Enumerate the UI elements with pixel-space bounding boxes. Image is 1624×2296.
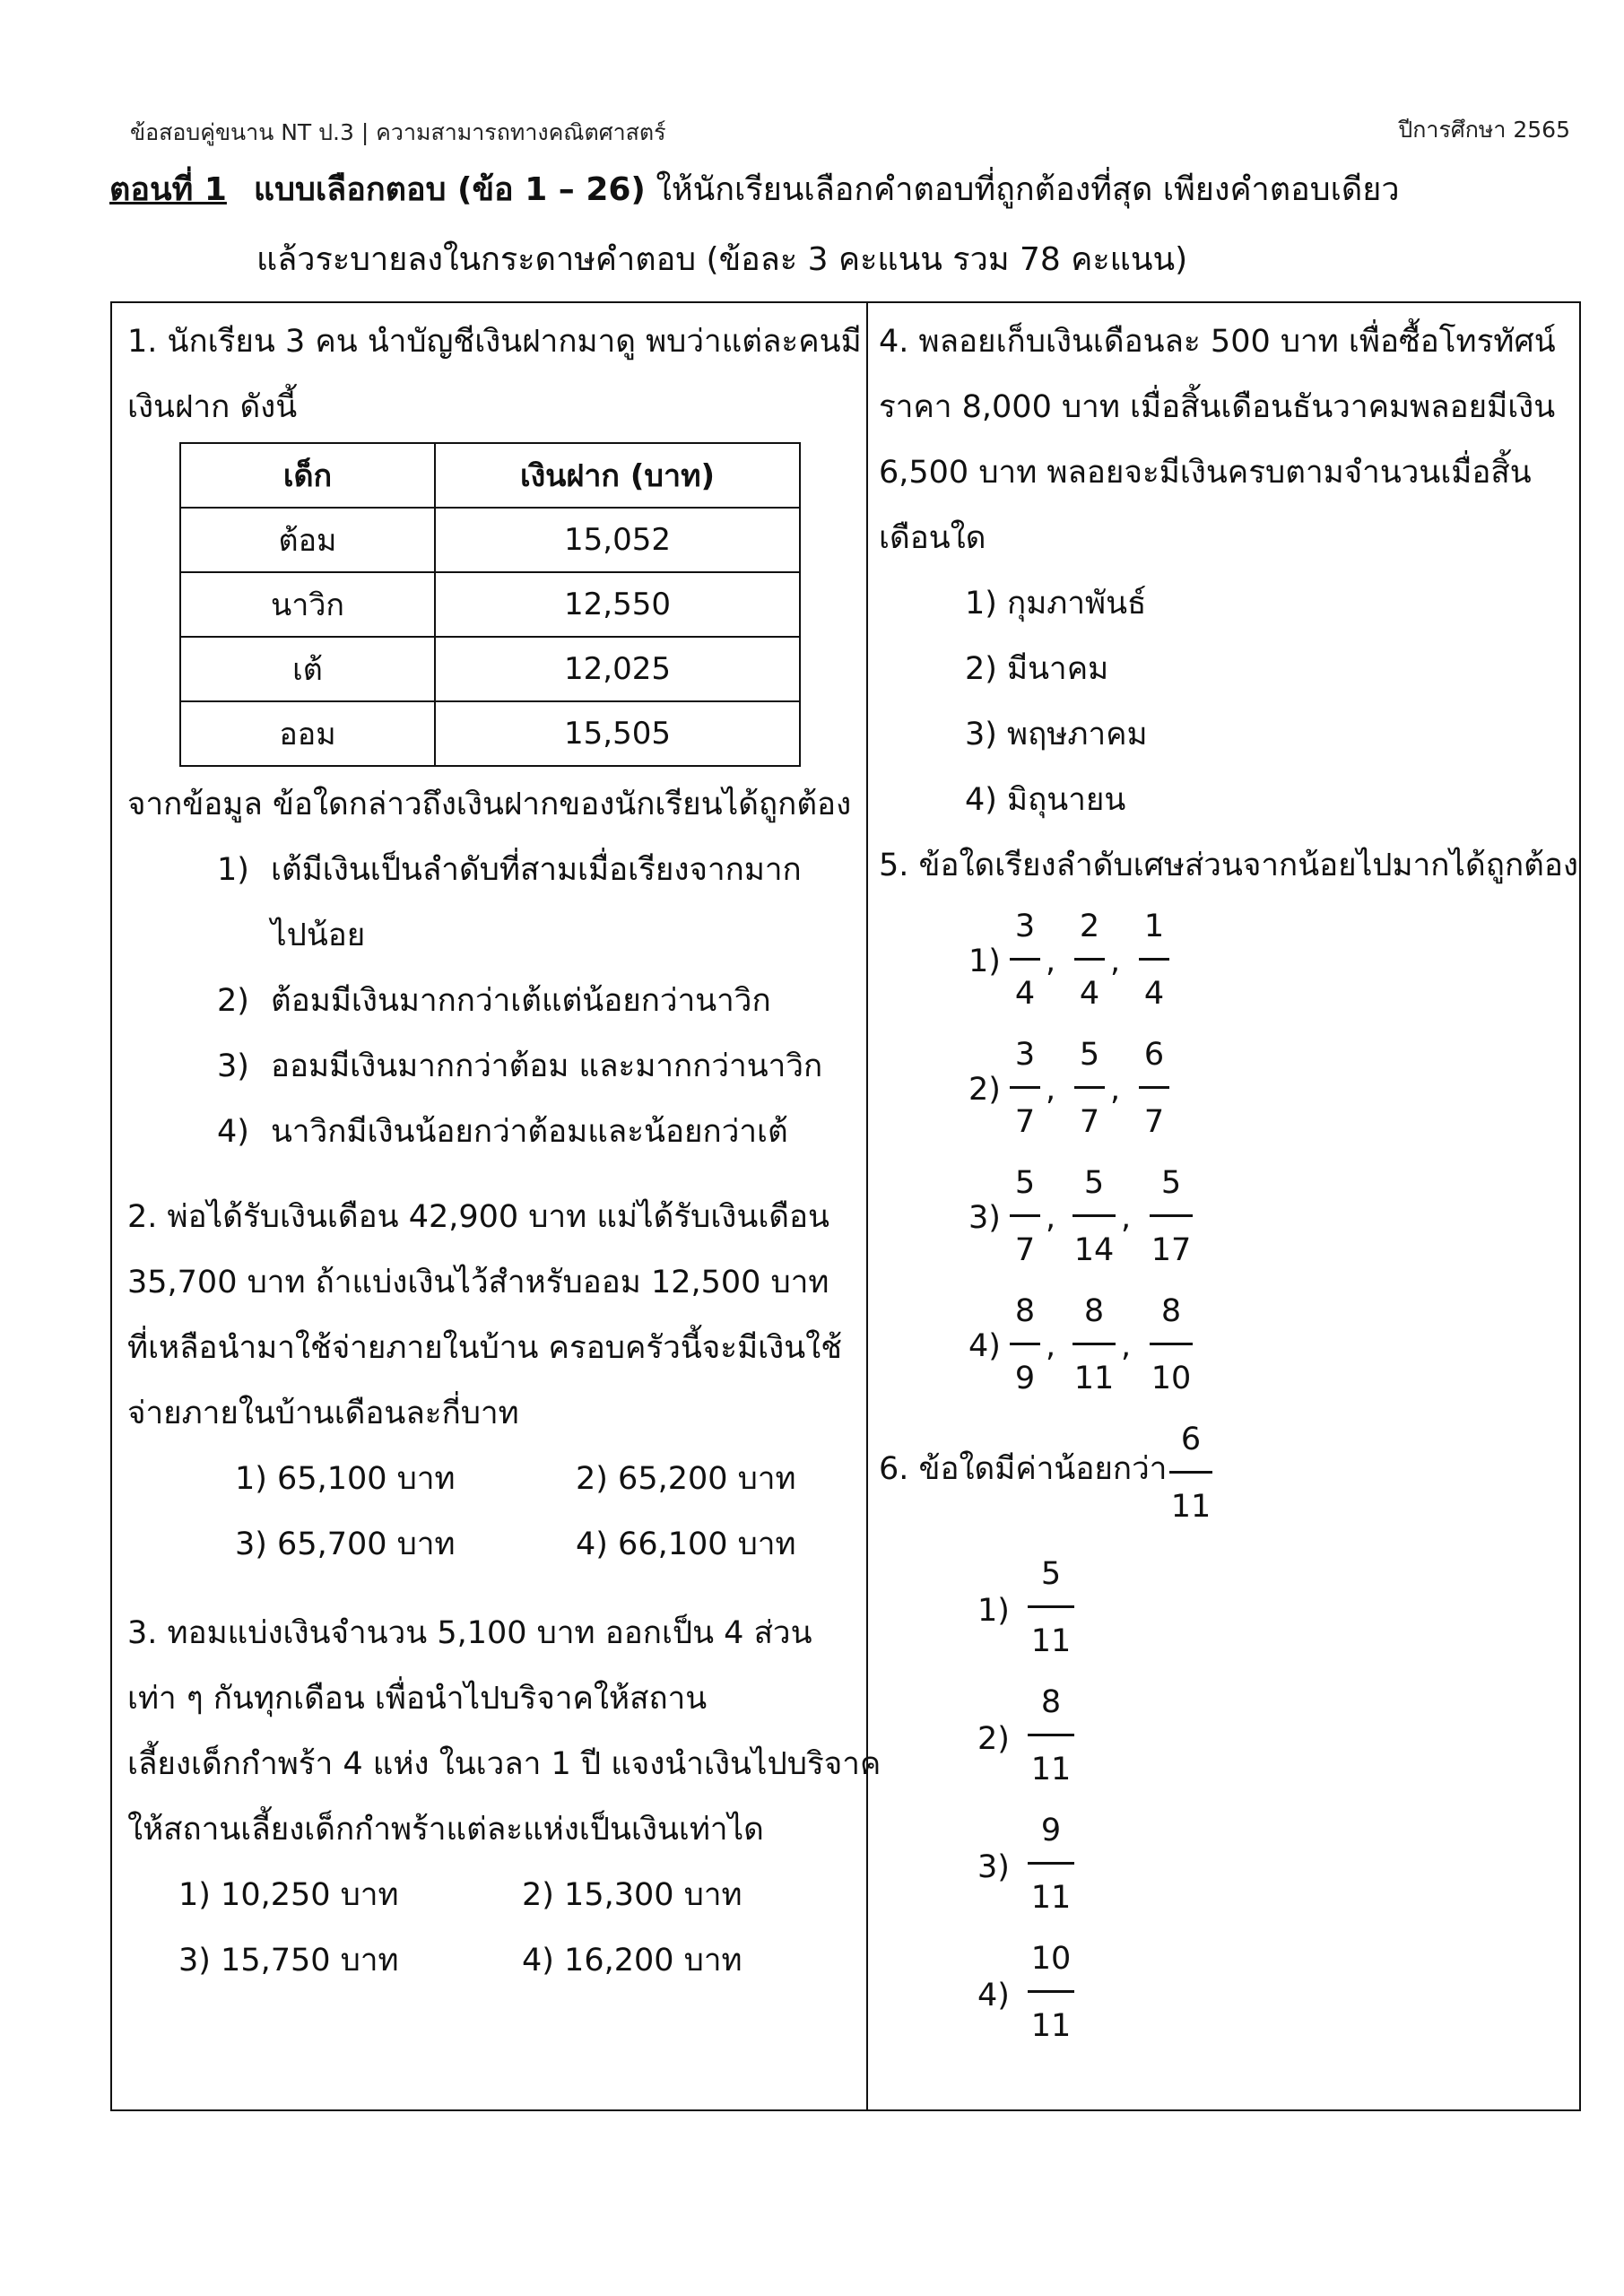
comma: ,: [1046, 944, 1056, 979]
q2-option-1: 1) 65,100 บาท: [235, 1461, 456, 1497]
q6-option-1: [879, 1546, 1569, 1674]
q1-option-2: [217, 969, 854, 1034]
fraction-bar: [1010, 1343, 1040, 1345]
option-label: 2): [968, 1072, 1001, 1108]
table-cell-name: ต้อม: [180, 508, 435, 572]
q2-line: 2. พ่อได้รับเงินเดือน 42,900 บาท แม่ได้รับเงินเดือน: [127, 1199, 829, 1235]
fraction: [1004, 899, 1046, 1023]
q6-stem: 6. ข้อใดมีค่าน้อยกว่า: [879, 1451, 1168, 1487]
q1-option-4: [217, 1100, 854, 1165]
q6-stem-fraction: [1164, 1412, 1218, 1536]
question-2: [127, 1185, 854, 1578]
header-left: ข้อสอบคู่ขนาน NT ป.3 | ความสามารถทางคณิตศาสตร์: [130, 119, 666, 145]
fraction: [1133, 899, 1175, 1023]
q1-question: จากข้อมูล ข้อใดกล่าวถึงเงินฝากของนักเรียนได้ถูกต้อง: [127, 787, 852, 822]
denominator: 11: [1030, 1880, 1072, 1916]
comma: ,: [1046, 1328, 1056, 1364]
q3-options-row1: [127, 1863, 854, 1928]
option-label: 4): [968, 1328, 1001, 1364]
fraction-bar: [1028, 1990, 1074, 1993]
numerator: 5: [1014, 1165, 1036, 1201]
fraction: [1004, 1283, 1046, 1408]
option-text: เต้มีเงินเป็นลำดับที่สามเมื่อเรียงจากมาก: [271, 852, 802, 888]
numerator: 5: [1079, 1037, 1100, 1073]
q6-option-3: [879, 1803, 1569, 1931]
q1-option-3: [217, 1034, 854, 1100]
q6-stem-row: [879, 1412, 1569, 1546]
q2-option-3: 3) 65,700 บาท: [235, 1526, 456, 1562]
fraction: [1022, 1931, 1080, 2056]
q1-stem-line1: 1. นักเรียน 3 คน นำบัญชีเงินฝากมาดู พบว่าแต่ละคนมี: [127, 324, 862, 360]
question-4: [879, 309, 1569, 833]
fraction: [1144, 1155, 1198, 1280]
numerator: 2: [1079, 909, 1100, 944]
denominator: 7: [1143, 1104, 1165, 1140]
fraction: [1022, 1546, 1080, 1671]
fraction-bar: [1139, 958, 1169, 961]
fraction: [1022, 1803, 1080, 1927]
fraction-bar: [1010, 1214, 1040, 1217]
option-number: 2): [217, 983, 249, 1019]
q3-option-3: 3) 15,750 บาท: [178, 1943, 399, 1979]
comma: ,: [1046, 1072, 1056, 1108]
numerator: 5: [1160, 1165, 1182, 1201]
option-label: 4): [977, 1978, 1010, 2013]
q5-option-4: [879, 1283, 1569, 1412]
denominator: 11: [1030, 1623, 1072, 1659]
numerator: 8: [1083, 1293, 1105, 1329]
comma: ,: [1110, 1072, 1121, 1108]
fraction: [1069, 1027, 1110, 1152]
table-header-deposit: เงินฝาก (บาท): [435, 443, 800, 508]
q4-option-3: 3) พฤษภาคม: [965, 717, 1148, 752]
q2-options-row2: [127, 1512, 854, 1578]
denominator: 9: [1014, 1361, 1036, 1396]
instructions-line2: แล้วระบายลงในกระดาษคำตอบ (ข้อละ 3 คะแนน รวม 78 คะแนน): [256, 241, 1188, 278]
fraction: [1022, 1674, 1080, 1799]
q1-option-1: [217, 838, 854, 903]
fraction-bar: [1028, 1605, 1074, 1608]
q3-option-2: 2) 15,300 บาท: [522, 1877, 743, 1913]
denominator: 11: [1170, 1489, 1211, 1525]
numerator: 5: [1083, 1165, 1105, 1201]
q2-options-row1: [127, 1447, 854, 1512]
denominator: 4: [1079, 976, 1100, 1012]
table-cell-name: นาวิก: [180, 572, 435, 637]
q2-line: จ่ายภายในบ้านเดือนละกี่บาท: [127, 1396, 519, 1431]
fraction: [1004, 1027, 1046, 1152]
numerator: 6: [1143, 1037, 1165, 1073]
table-row: [180, 637, 800, 701]
q4-option-4: 4) มิถุนายน: [965, 782, 1126, 818]
option-label: 1): [977, 1593, 1010, 1629]
q3-line: ให้สถานเลี้ยงเด็กกำพร้าแต่ละแห่งเป็นเงินเท่าได: [127, 1812, 764, 1848]
table-cell-amount: 12,550: [435, 572, 800, 637]
fraction: [1144, 1283, 1198, 1408]
column-divider: [866, 301, 868, 2111]
table-cell-name: ออม: [180, 701, 435, 766]
numerator: 8: [1160, 1293, 1182, 1329]
fraction-bar: [1074, 1086, 1105, 1089]
numerator: 6: [1180, 1422, 1202, 1457]
denominator: 11: [1073, 1361, 1115, 1396]
numerator: 1: [1143, 909, 1165, 944]
right-column: [879, 309, 1578, 2059]
q2-option-4: 4) 66,100 บาท: [576, 1526, 796, 1562]
table-cell-amount: 15,505: [435, 701, 800, 766]
denominator: 7: [1014, 1104, 1036, 1140]
option-text: นาวิกมีเงินน้อยกว่าต้อมและน้อยกว่าเต้: [271, 1114, 788, 1150]
fraction-bar: [1073, 1343, 1116, 1345]
part-type: แบบเลือกตอบ (ข้อ 1 – 26): [253, 171, 646, 208]
comma: ,: [1121, 1200, 1132, 1236]
numerator: 5: [1040, 1556, 1062, 1592]
denominator: 4: [1014, 976, 1036, 1012]
q3-line: เลี้ยงเด็กกำพร้า 4 แห่ง ในเวลา 1 ปี แจงนำเงินไปบริจาค: [127, 1746, 881, 1782]
q5-option-2: [879, 1027, 1569, 1155]
q4-line: เดือนใด: [879, 520, 986, 556]
numerator: 3: [1014, 1037, 1036, 1073]
question-6: [879, 1412, 1569, 2059]
q4-option-1: 1) กุมภาพันธ์: [965, 586, 1147, 622]
comma: ,: [1110, 944, 1121, 979]
q2-line: 35,700 บาท ถ้าแบ่งเงินไว้สำหรับออม 12,500 บาท: [127, 1265, 829, 1300]
denominator: 7: [1014, 1232, 1036, 1268]
fraction: [1067, 1283, 1121, 1408]
comma: ,: [1046, 1200, 1056, 1236]
header-right: ปีการศึกษา 2565: [1398, 117, 1570, 143]
q1-option-1-cont: ไปน้อย: [271, 918, 366, 953]
q5-option-3: [879, 1155, 1569, 1283]
option-text: ต้อมมีเงินมากกว่าเต้แต่น้อยกว่านาวิก: [271, 983, 771, 1019]
q6-option-2: [879, 1674, 1569, 1803]
fraction-bar: [1074, 958, 1105, 961]
q3-line: เท่า ๆ กันทุกเดือน เพื่อนำไปบริจาคให้สถาน: [127, 1681, 708, 1717]
question-1: [127, 309, 862, 1165]
fraction-bar: [1028, 1862, 1074, 1865]
option-number: 1): [217, 852, 249, 888]
fraction-bar: [1139, 1086, 1169, 1089]
option-text: ออมมีเงินมากกว่าต้อม และมากกว่านาวิก: [271, 1048, 823, 1084]
instructions-line1: [109, 163, 1400, 214]
q6-option-4: [879, 1931, 1569, 2059]
q3-option-1: 1) 10,250 บาท: [178, 1877, 399, 1913]
option-number: 4): [217, 1114, 249, 1150]
denominator: 14: [1073, 1232, 1115, 1268]
denominator: 17: [1151, 1232, 1192, 1268]
instructions-text: ให้นักเรียนเลือกคำตอบที่ถูกต้องที่สุด เพียงคำตอบเดียว: [656, 171, 1400, 208]
q3-options-row2: [127, 1928, 854, 1994]
fraction: [1133, 1027, 1175, 1152]
q3-line: 3. ทอมแบ่งเงินจำนวน 5,100 บาท ออกเป็น 4 ส่วน: [127, 1615, 812, 1651]
table-row: [180, 508, 800, 572]
denominator: 7: [1079, 1104, 1100, 1140]
numerator: 8: [1040, 1684, 1062, 1720]
fraction-bar: [1169, 1471, 1212, 1474]
q3-option-4: 4) 16,200 บาท: [522, 1943, 743, 1979]
denominator: 11: [1030, 2008, 1072, 2044]
fraction-bar: [1010, 958, 1040, 961]
q2-line: ที่เหลือนำมาใช้จ่ายภายในบ้าน ครอบครัวนี้จะมีเงินใช้: [127, 1330, 843, 1366]
q5-stem: 5. ข้อใดเรียงลำดับเศษส่วนจากน้อยไปมากได้ถูกต้อง: [879, 848, 1578, 883]
fraction: [1067, 1155, 1121, 1280]
denominator: 11: [1030, 1752, 1072, 1787]
question-5: [879, 833, 1578, 1412]
question-3: [127, 1601, 881, 1994]
q4-line: 4. พลอยเก็บเงินเดือนละ 500 บาท เพื่อซื้อโทรทัศน์: [879, 324, 1556, 360]
left-column: [127, 309, 881, 1994]
q5-option-1: [879, 899, 1569, 1027]
numerator: 8: [1014, 1293, 1036, 1329]
option-label: 3): [968, 1200, 1001, 1236]
q4-line: ราคา 8,000 บาท เมื่อสิ้นเดือนธันวาคมพลอยมีเงิน: [879, 389, 1556, 425]
denominator: 10: [1151, 1361, 1192, 1396]
fraction-bar: [1150, 1343, 1193, 1345]
q4-line: 6,500 บาท พลอยจะมีเงินครบตามจำนวนเมื่อสิ้น: [879, 455, 1532, 491]
option-label: 3): [977, 1849, 1010, 1885]
denominator: 4: [1143, 976, 1165, 1012]
option-label: 1): [968, 944, 1001, 979]
numerator: 9: [1040, 1813, 1062, 1848]
option-number: 3): [217, 1048, 249, 1084]
table-row: [180, 572, 800, 637]
q2-option-2: 2) 65,200 บาท: [576, 1461, 796, 1497]
fraction: [1069, 899, 1110, 1023]
table-row: [180, 701, 800, 766]
fraction: [1004, 1155, 1046, 1280]
comma: ,: [1121, 1328, 1132, 1364]
table-header-child: เด็ก: [180, 443, 435, 508]
table-header-row: [180, 443, 800, 508]
numerator: 10: [1030, 1941, 1072, 1977]
fraction-bar: [1073, 1214, 1116, 1217]
q4-option-2: 2) มีนาคม: [965, 651, 1109, 687]
table-cell-amount: 12,025: [435, 637, 800, 701]
numerator: 3: [1014, 909, 1036, 944]
q1-stem-line2: เงินฝาก ดังนี้: [127, 389, 298, 425]
table-cell-amount: 15,052: [435, 508, 800, 572]
deposit-table: [179, 442, 801, 767]
option-label: 2): [977, 1721, 1010, 1757]
part-title: ตอนที่ 1: [109, 171, 227, 208]
fraction-bar: [1150, 1214, 1193, 1217]
table-cell-name: เต้: [180, 637, 435, 701]
fraction-bar: [1028, 1734, 1074, 1736]
fraction-bar: [1010, 1086, 1040, 1089]
